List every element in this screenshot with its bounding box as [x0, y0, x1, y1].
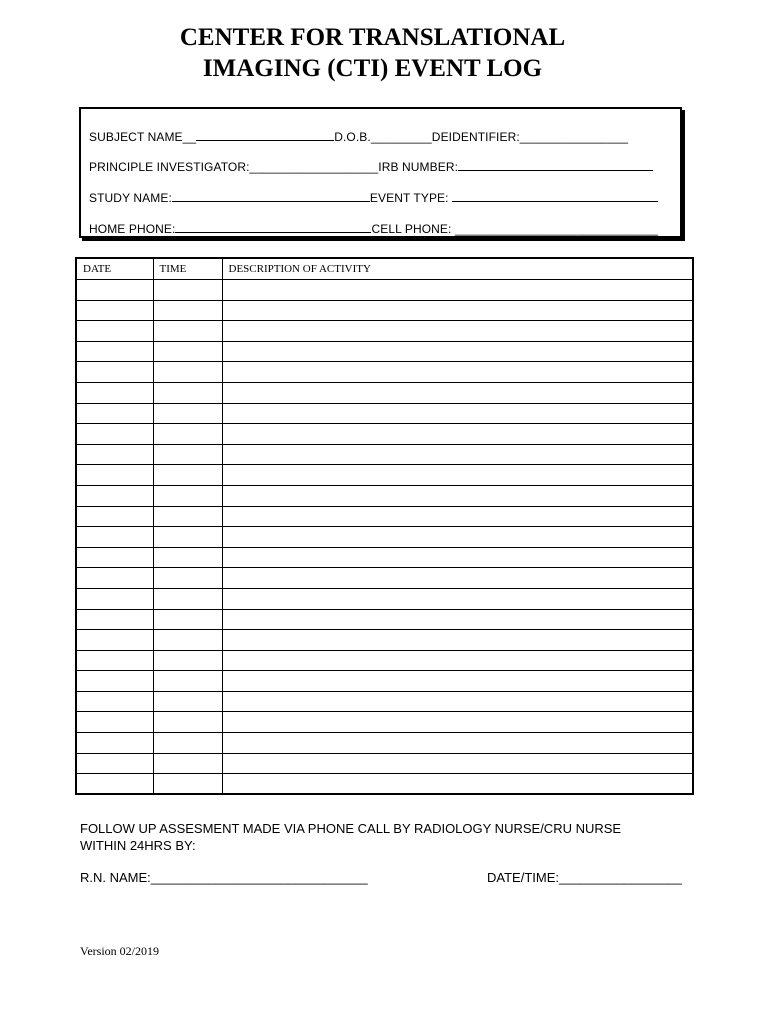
- date-cell[interactable]: [76, 650, 153, 671]
- subject-info-row-2: [89, 159, 653, 174]
- home-phone-label: HOME PHONE:: [89, 222, 176, 236]
- table-row: [76, 403, 693, 424]
- time-cell[interactable]: [153, 362, 222, 383]
- subject-info-row-3: [89, 190, 658, 205]
- date-cell[interactable]: [76, 280, 153, 301]
- date-cell[interactable]: [76, 609, 153, 630]
- table-row: [76, 568, 693, 589]
- table-row: [76, 362, 693, 383]
- date-cell[interactable]: [76, 753, 153, 774]
- time-cell[interactable]: [153, 300, 222, 321]
- table-row: [76, 753, 693, 774]
- description-cell[interactable]: [222, 588, 693, 609]
- home-phone-field[interactable]: [175, 221, 371, 233]
- date-cell[interactable]: [76, 733, 153, 754]
- description-cell[interactable]: [222, 568, 693, 589]
- principle-investigator-label: PRINCIPLE INVESTIGATOR:___________________: [89, 160, 379, 174]
- time-cell[interactable]: [153, 753, 222, 774]
- time-cell[interactable]: [153, 609, 222, 630]
- description-cell[interactable]: [222, 300, 693, 321]
- form-title: [0, 22, 745, 84]
- table-row: [76, 650, 693, 671]
- description-cell[interactable]: [222, 547, 693, 568]
- subject-name-label: SUBJECT NAME__: [89, 130, 197, 144]
- description-cell[interactable]: [222, 403, 693, 424]
- table-row: [76, 300, 693, 321]
- subject-info-row-4: [89, 221, 658, 236]
- date-cell[interactable]: [76, 341, 153, 362]
- table-row: [76, 609, 693, 630]
- time-cell[interactable]: [153, 506, 222, 527]
- description-cell[interactable]: [222, 485, 693, 506]
- table-row: [76, 341, 693, 362]
- description-cell[interactable]: [222, 712, 693, 733]
- study-name-label: STUDY NAME:: [89, 191, 172, 205]
- table-row: [76, 321, 693, 342]
- date-cell[interactable]: [76, 485, 153, 506]
- date-cell[interactable]: [76, 424, 153, 445]
- time-cell[interactable]: [153, 650, 222, 671]
- date-cell[interactable]: [76, 321, 153, 342]
- date-time-field[interactable]: DATE/TIME:_________________: [487, 870, 682, 885]
- irb-number-label: IRB NUMBER:: [378, 160, 459, 174]
- table-row: [76, 382, 693, 403]
- dob-label: D.O.B._________: [334, 130, 432, 144]
- event-log-rows: [76, 280, 693, 795]
- subject-info-row-1: [89, 129, 628, 144]
- table-row: [76, 691, 693, 712]
- table-row: [76, 280, 693, 301]
- follow-up-line-1: FOLLOW UP ASSESMENT MADE VIA PHONE CALL BY RADIOLOGY NURSE/CRU NURSE: [80, 821, 622, 836]
- table-row: [76, 733, 693, 754]
- date-cell[interactable]: [76, 403, 153, 424]
- date-cell[interactable]: [76, 630, 153, 651]
- description-cell[interactable]: [222, 630, 693, 651]
- date-cell[interactable]: [76, 691, 153, 712]
- time-cell[interactable]: [153, 485, 222, 506]
- time-cell[interactable]: [153, 774, 222, 795]
- description-cell[interactable]: [222, 444, 693, 465]
- subject-name-field[interactable]: [196, 129, 334, 141]
- description-cell[interactable]: [222, 341, 693, 362]
- time-cell[interactable]: [153, 527, 222, 548]
- date-cell[interactable]: [76, 671, 153, 692]
- time-cell[interactable]: [153, 588, 222, 609]
- time-cell[interactable]: [153, 403, 222, 424]
- follow-up-line-2: WITHIN 24HRS BY:: [80, 838, 196, 853]
- date-cell[interactable]: [76, 506, 153, 527]
- description-cell[interactable]: [222, 733, 693, 754]
- date-cell[interactable]: [76, 527, 153, 548]
- table-row: [76, 712, 693, 733]
- time-cell[interactable]: [153, 444, 222, 465]
- description-cell[interactable]: [222, 362, 693, 383]
- date-column-header: DATE: [76, 258, 153, 280]
- description-cell[interactable]: [222, 609, 693, 630]
- table-row: [76, 588, 693, 609]
- description-cell[interactable]: [222, 650, 693, 671]
- table-row: [76, 774, 693, 795]
- follow-up-note: [80, 820, 700, 854]
- table-row: [76, 424, 693, 445]
- date-cell[interactable]: [76, 588, 153, 609]
- table-row: [76, 671, 693, 692]
- description-cell[interactable]: [222, 506, 693, 527]
- description-cell[interactable]: [222, 527, 693, 548]
- time-column-header: TIME: [153, 258, 222, 280]
- table-row: [76, 485, 693, 506]
- table-row: [76, 527, 693, 548]
- description-column-header: DESCRIPTION OF ACTIVITY: [222, 258, 693, 280]
- time-cell[interactable]: [153, 321, 222, 342]
- description-cell[interactable]: [222, 671, 693, 692]
- time-cell[interactable]: [153, 691, 222, 712]
- cell-phone-label: CELL PHONE: ______________________________: [371, 222, 659, 236]
- subject-info-box: [79, 107, 682, 238]
- table-row: [76, 506, 693, 527]
- time-cell[interactable]: [153, 712, 222, 733]
- time-cell[interactable]: [153, 630, 222, 651]
- date-cell[interactable]: [76, 774, 153, 795]
- irb-number-field[interactable]: [458, 159, 653, 171]
- date-cell[interactable]: [76, 444, 153, 465]
- event-log-table: [75, 257, 694, 795]
- time-cell[interactable]: [153, 733, 222, 754]
- time-cell[interactable]: [153, 341, 222, 362]
- description-cell[interactable]: [222, 753, 693, 774]
- date-cell[interactable]: [76, 712, 153, 733]
- time-cell[interactable]: [153, 382, 222, 403]
- rn-name-field[interactable]: R.N. NAME:______________________________: [80, 870, 368, 885]
- table-row: [76, 547, 693, 568]
- description-cell[interactable]: [222, 774, 693, 795]
- description-cell[interactable]: [222, 691, 693, 712]
- title-line-1: CENTER FOR TRANSLATIONAL: [179, 24, 566, 51]
- time-cell[interactable]: [153, 424, 222, 445]
- date-cell[interactable]: [76, 568, 153, 589]
- event-type-label: EVENT TYPE:: [369, 191, 453, 205]
- table-row: [76, 465, 693, 486]
- date-cell[interactable]: [76, 362, 153, 383]
- study-name-field[interactable]: [172, 190, 370, 202]
- time-cell[interactable]: [153, 280, 222, 301]
- time-cell[interactable]: [153, 671, 222, 692]
- description-cell[interactable]: [222, 465, 693, 486]
- event-type-field[interactable]: [452, 190, 658, 202]
- date-cell[interactable]: [76, 465, 153, 486]
- table-row: [76, 444, 693, 465]
- date-cell[interactable]: [76, 300, 153, 321]
- table-row: [76, 630, 693, 651]
- time-cell[interactable]: [153, 568, 222, 589]
- date-cell[interactable]: [76, 547, 153, 568]
- description-cell[interactable]: [222, 321, 693, 342]
- time-cell[interactable]: [153, 465, 222, 486]
- description-cell[interactable]: [222, 280, 693, 301]
- deidentifier-label: DEIDENTIFIER:________________: [431, 130, 629, 144]
- version-label: Version 02/2019: [80, 944, 159, 958]
- description-cell[interactable]: [222, 382, 693, 403]
- time-cell[interactable]: [153, 547, 222, 568]
- description-cell[interactable]: [222, 424, 693, 445]
- date-cell[interactable]: [76, 382, 153, 403]
- title-line-2: IMAGING (CTI) EVENT LOG: [202, 55, 543, 82]
- table-header-row: [76, 258, 693, 280]
